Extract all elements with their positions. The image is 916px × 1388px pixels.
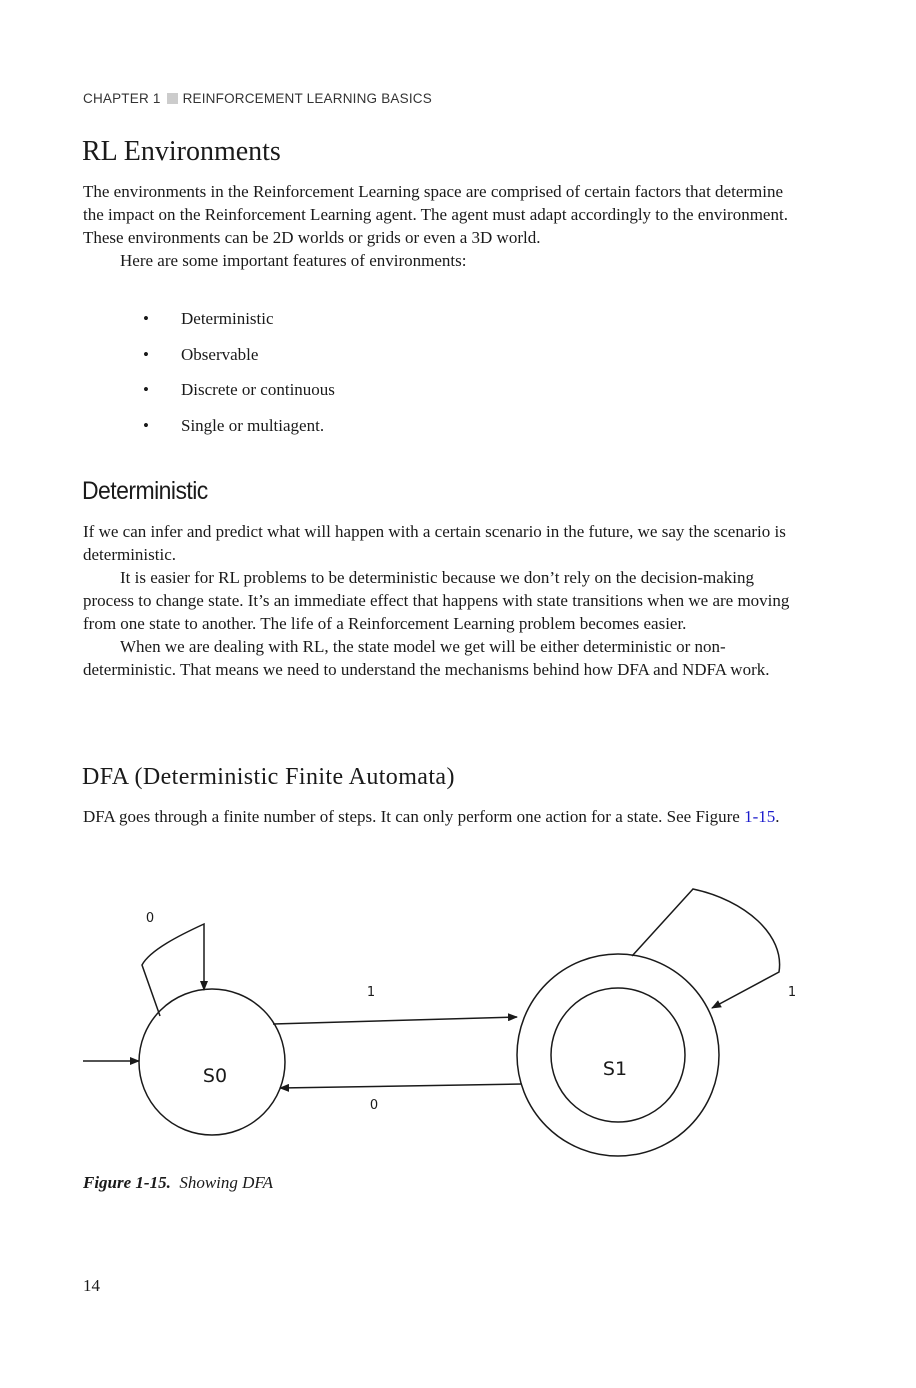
list-item — [83, 307, 335, 343]
state-s1-inner-circle — [551, 988, 685, 1122]
dfa-diagram — [0, 880, 916, 1170]
s0-self-loop-label: 0 — [145, 911, 155, 926]
s1-to-s0-label: 0 — [369, 1098, 379, 1113]
s1-self-loop — [632, 889, 780, 1008]
rl-environments-para-2: Here are some important features of environments: — [120, 251, 467, 270]
list-item — [83, 378, 335, 414]
state-s0-label: S0 — [202, 1065, 228, 1087]
list-item-text: Single or multiagent. — [181, 415, 325, 435]
heading-rl-environments: RL Environments — [82, 136, 281, 167]
dfa-para-1-suffix: . — [775, 807, 780, 826]
rl-environments-body — [83, 180, 803, 272]
s1-self-loop-label: 1 — [787, 985, 797, 1000]
s0-to-s1-label: 1 — [366, 985, 376, 1000]
running-head — [83, 91, 432, 106]
dfa-body — [83, 805, 803, 828]
state-s1-label: S1 — [602, 1058, 628, 1080]
figure-caption-text: Showing DFA — [179, 1173, 274, 1192]
deterministic-body — [83, 520, 803, 681]
list-item — [83, 343, 335, 379]
list-item — [83, 414, 335, 450]
bullet-icon: • — [143, 415, 149, 435]
dfa-para-1-text: DFA goes through a finite number of steps. It can only perform one action for a state. See Figure — [83, 807, 745, 826]
figure-caption — [83, 1173, 273, 1193]
rl-environments-para-1: The environments in the Reinforcement Learning space are comprised of certain factors that determine the impact on the Reinforcement Learning agent. The agent must adapt accordingly to the environment. These environments can be 2D worlds or grids or even a 3D world. — [83, 182, 788, 247]
heading-dfa: DFA (Deterministic Finite Automata) — [82, 764, 455, 790]
state-s0-circle — [139, 989, 285, 1135]
running-head-title: REINFORCEMENT LEARNING BASICS — [182, 91, 432, 106]
deterministic-para-2: It is easier for RL problems to be deterministic because we don’t rely on the decision-making process to change state. It’s an immediate effect that happens with state transitions when we are moving from one state to another. The life of a Reinforcement Learning problem becomes easier. — [83, 568, 790, 633]
list-item-text: Observable — [181, 344, 259, 364]
running-head-chapter: CHAPTER 1 — [83, 91, 161, 106]
heading-deterministic: Deterministic — [82, 477, 208, 505]
bullet-icon: • — [143, 309, 149, 328]
s0-self-loop — [142, 924, 204, 1016]
bullet-icon: • — [143, 380, 149, 399]
s0-to-s1-arrow — [273, 1017, 517, 1024]
s1-to-s0-arrow — [280, 1084, 522, 1088]
deterministic-para-1: If we can infer and predict what will happen with a certain scenario in the future, we say the scenario is deterministic. — [83, 522, 786, 564]
page-number: 14 — [83, 1276, 100, 1295]
list-item-text: Deterministic — [181, 309, 274, 328]
figure-caption-label: Figure 1-15. — [83, 1173, 171, 1192]
figure-reference-link[interactable]: 1-15 — [744, 807, 776, 826]
environment-features-list — [83, 307, 335, 449]
bullet-icon: • — [143, 344, 149, 364]
list-item-text: Discrete or continuous — [181, 380, 335, 399]
state-s1-outer-circle — [517, 954, 719, 1156]
dfa-para-1 — [83, 805, 803, 828]
running-head-separator-square — [167, 93, 178, 104]
deterministic-para-3: When we are dealing with RL, the state model we get will be either deterministic or non-deterministic. That means we need to understand the mechanisms behind how DFA and NDFA work. — [83, 637, 770, 679]
